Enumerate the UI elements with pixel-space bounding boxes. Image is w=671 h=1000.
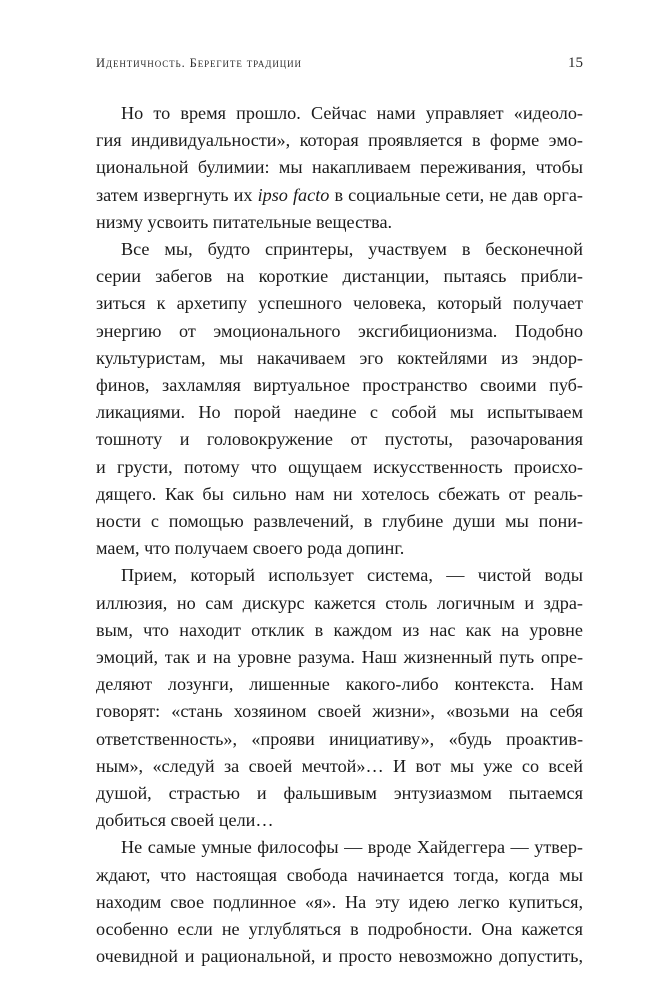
text-line xyxy=(96,617,583,644)
text-segment: ликациями. Но порой наедине с собой мы испытываем xyxy=(96,402,583,423)
text-line xyxy=(96,535,583,562)
text-line xyxy=(96,209,583,236)
text-line xyxy=(96,345,583,372)
text-segment: вым, что находит отклик в каждом из нас как на уровне xyxy=(96,619,583,640)
text-segment: Все мы, будто спринтеры, участвуем в бесконечной xyxy=(121,239,583,260)
text-line xyxy=(96,753,583,780)
text-segment: финов, захламляя виртуальное пространство своими пуб- xyxy=(96,375,583,396)
paragraph xyxy=(96,562,583,834)
text-line xyxy=(96,943,583,970)
text-segment: энергию от эмоционального эксгибиционизма. Подобно xyxy=(96,320,583,341)
text-segment: находим свое подлинное «я». На эту идею легко купиться, xyxy=(96,891,583,912)
text-line xyxy=(96,481,583,508)
text-segment: культуристам, мы накачиваем эго коктейлями из эндор- xyxy=(96,347,583,368)
page-number: 15 xyxy=(568,55,583,71)
text-segment: низму усвоить питательные вещества. xyxy=(96,211,393,232)
text-line xyxy=(96,127,583,154)
text-line xyxy=(96,916,583,943)
text-segment: тошноту и головокружение от пустоты, разочарования xyxy=(96,429,583,450)
text-segment: душой, страстью и фальшивым энтузиазмом пытаемся xyxy=(96,783,583,804)
text-segment: деляют лозунги, лишенные какого-либо контекста. Нам xyxy=(96,674,583,695)
text-line xyxy=(96,100,583,127)
paragraph xyxy=(96,834,583,970)
body-text xyxy=(96,100,583,971)
text-line xyxy=(96,671,583,698)
paragraph xyxy=(96,100,583,236)
text-segment: в социальные сети, не дав орга- xyxy=(329,184,583,205)
text-segment: Не самые умные философы — вроде Хайдеггера — утвер- xyxy=(121,837,583,858)
text-line xyxy=(96,590,583,617)
text-segment: Прием, который использует система, — чистой воды xyxy=(121,565,583,586)
text-line xyxy=(96,862,583,889)
text-line xyxy=(96,807,583,834)
text-segment: гия индивидуальности», которая проявляется в форме эмо- xyxy=(96,130,583,151)
text-segment: особенно если не углубляться в подробности. Она кажется xyxy=(96,919,583,940)
text-segment: зиться к архетипу успешного человека, который получает xyxy=(96,293,583,314)
text-line xyxy=(96,426,583,453)
text-segment: ответственность», «прояви инициативу», «будь проактив- xyxy=(96,728,583,749)
text-line xyxy=(96,889,583,916)
text-segment: очевидной и рациональной, и просто невозможно допустить, xyxy=(96,946,583,967)
text-segment: ждают, что настоящая свобода начинается тогда, когда мы xyxy=(96,864,583,885)
italic-phrase: ipso facto xyxy=(257,184,330,205)
text-line xyxy=(96,508,583,535)
text-segment: Но то время прошло. Сейчас нами управляет «идеоло- xyxy=(121,103,583,123)
text-line xyxy=(96,290,583,317)
text-segment: иллюзия, но сам дискурс кажется столь логичным и здра- xyxy=(96,592,583,613)
text-segment: дящего. Как бы сильно нам ни хотелось сбежать от реаль- xyxy=(96,483,583,504)
text-segment: циональной булимии: мы накапливаем переживания, чтобы xyxy=(96,157,583,178)
text-segment: говорят: «стань хозяином своей жизни», «возьми на себя xyxy=(96,701,583,722)
text-segment: маем, что получаем своего рода допинг. xyxy=(96,538,405,559)
text-line xyxy=(96,454,583,481)
text-line xyxy=(96,726,583,753)
text-segment: серии забегов на короткие дистанции, пытаясь прибли- xyxy=(96,266,583,287)
running-header xyxy=(96,55,583,79)
text-line xyxy=(96,644,583,671)
text-line xyxy=(96,154,583,181)
text-segment: затем извергнуть их xyxy=(96,184,258,205)
text-line xyxy=(96,263,583,290)
text-line xyxy=(96,698,583,725)
text-line xyxy=(96,372,583,399)
text-line xyxy=(96,182,583,209)
text-line xyxy=(96,834,583,861)
text-line xyxy=(96,318,583,345)
paragraph xyxy=(96,236,583,562)
text-segment: ным», «следуй за своей мечтой»… И вот мы уже со всей xyxy=(96,755,583,776)
text-line xyxy=(96,780,583,807)
text-line xyxy=(96,399,583,426)
text-line xyxy=(96,236,583,263)
chapter-title: Идентичность. Берегите традиции xyxy=(96,56,302,70)
text-segment: ности с помощью развлечений, в глубине души мы пони- xyxy=(96,511,583,532)
text-segment: эмоций, так и на уровне разума. Наш жизненный путь опре- xyxy=(96,647,583,668)
text-line xyxy=(96,562,583,589)
text-segment: добиться своей цели… xyxy=(96,810,274,831)
text-segment: и грусти, потому что ощущаем искусственность происхо- xyxy=(96,456,583,477)
